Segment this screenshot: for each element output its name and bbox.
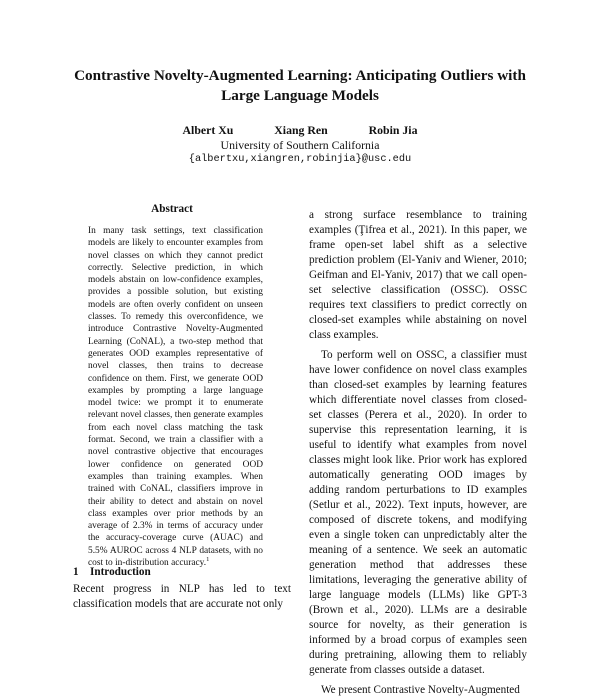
- right-paragraph-1: a strong surface resemblance to training examples (Ţifrea et al., 2021). In this paper, we frame open-set label shift as a selective prediction problem (El-Yaniv and Wiener, 2010; Geifman and El-Yaniv, 2017) that we call open-set selective classification (OSSC). OSSC requires text classifiers to predict correctly on closed-set examples while abstaining on novel class examples.: [309, 209, 527, 341]
- author-name: Xiang Ren: [274, 123, 328, 137]
- title-line-2: Large Language Models: [221, 86, 379, 104]
- right-paragraph-3: We present Contrastive Novelty-Augmented: [321, 684, 520, 696]
- section-number: 1: [73, 566, 79, 578]
- author-name: Robin Jia: [368, 123, 418, 137]
- footnote-marker: 1: [206, 555, 210, 563]
- abstract-body: [88, 225, 263, 569]
- section-heading-introduction: [73, 566, 151, 578]
- author-name: Albert Xu: [182, 123, 234, 137]
- author-list: [0, 123, 600, 138]
- right-paragraph-2: To perform well on OSSC, a classifier must have lower confidence on novel class examples than closed-set examples by learning features which differentiate novel classes from closed-set classes (Perera et al., 2020). In order to supervise this representation learning, it is useful to identify what examples from novel classes might look like. Prior work has explored automatically generating OOD images by adding random perturbations to ID examples (Setlur et al., 2022). Text inputs, however, are composed of discrete tokens, and modifying even a single token can unpredictably alter the meaning of a sentence. We seek an automatic generation method that addresses these limitations, leveraging the generative ability of large language models (LLMs) like GPT-3 (Brown et al., 2020). LLMs are a desirable source for novelty, as their generation is informed by a broad corpus of examples seen during pretraining, allowing them to reliably generate from classes outside a dataset.: [309, 349, 527, 676]
- introduction-paragraph: Recent progress in NLP has led to text classification models that are accurate not only: [73, 583, 291, 610]
- affiliation: University of Southern California: [220, 138, 380, 152]
- right-column: [309, 208, 527, 698]
- title-line-1: Contrastive Novelty-Augmented Learning: Anticipating Outliers with: [74, 67, 526, 84]
- abstract-text: In many task settings, text classification models are likely to encounter examples from novel classes on which they cannot predict correctly. Selective prediction, in which models abstain on low-confidence examples, provides a possible solution, but existing models are often overly confident on unseen classes. To remedy this overconfidence, we introduce Contrastive Novelty-Augmented Learning (CoNAL), a two-step method that generates OOD examples representative of novel classes, then trains to decrease confidence on them. First, we generate OOD examples by prompting a large language model twice: we prompt it to enumerate relevant novel classes, then generate examples from each novel class matching the task format. Second, we train a classifier with a novel contrastive objective that encourages lower confidence on generated OOD examples than training examples. When trained with CoNAL, classifiers improve in their ability to detect and abstain on novel class examples over prior methods by an average of 2.3% in terms of accuracy under the accuracy-coverage curve (AUAC) and 5.5% AUROC across 4 NLP datasets, with no cost to in-distribution accuracy.: [88, 226, 263, 569]
- section-title: Introduction: [90, 566, 151, 578]
- abstract-heading: Abstract: [151, 203, 193, 215]
- paper-title: [40, 66, 560, 105]
- author-emails: {albertxu,xiangren,robinjia}@usc.edu: [188, 153, 412, 165]
